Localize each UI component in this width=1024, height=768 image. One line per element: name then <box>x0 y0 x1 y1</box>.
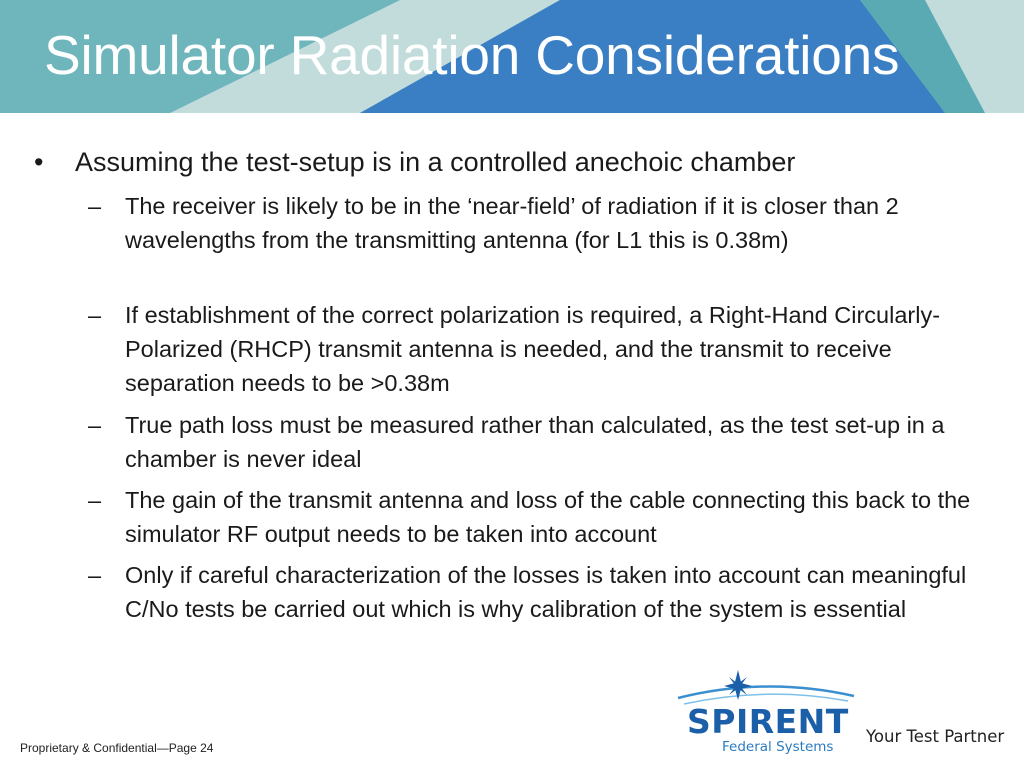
sub-item-marker: – <box>88 193 102 219</box>
sub-item-marker: – <box>88 412 102 438</box>
title-banner <box>0 0 1024 113</box>
bullet-text: Assuming the test-setup is in a controlled anechoic chamber <box>75 147 796 177</box>
logo-subname: Federal Systems <box>722 739 834 755</box>
logo-name: SPIRENT <box>687 702 849 741</box>
tagline: Your Test Partner <box>866 727 1005 746</box>
spirent-logo <box>676 668 856 758</box>
sub-item-marker: – <box>88 302 102 328</box>
sub-item-text: True path loss must be measured rather than calculated, as the test set-up in a chamber is never ideal <box>125 412 945 472</box>
sub-item-marker: – <box>88 487 102 513</box>
page-title: Simulator Radiation Considerations <box>44 24 900 86</box>
sub-item-text: The gain of the transmit antenna and loss of the cable connecting this back to the simulator RF output needs to be taken into account <box>125 487 971 547</box>
bullet-marker: • <box>34 147 44 177</box>
sub-item-text: The receiver is likely to be in the ‘near-field’ of radiation if it is closer than 2 wavelengths from the transmitting antenna (for L1 this is 0.38m) <box>125 193 899 253</box>
sub-item-text: Only if careful characterization of the losses is taken into account can meaningful C/No tests be carried out which is why calibration of the system is essential <box>125 562 967 622</box>
sub-item-text: If establishment of the correct polarization is required, a Right-Hand Circularly-Polarized (RHCP) transmit antenna is needed, and the transmit to receive separation needs to be >0.38m <box>125 302 941 396</box>
sub-item-marker: – <box>88 562 102 588</box>
footer-text: Proprietary & Confidential—Page 24 <box>20 741 214 755</box>
